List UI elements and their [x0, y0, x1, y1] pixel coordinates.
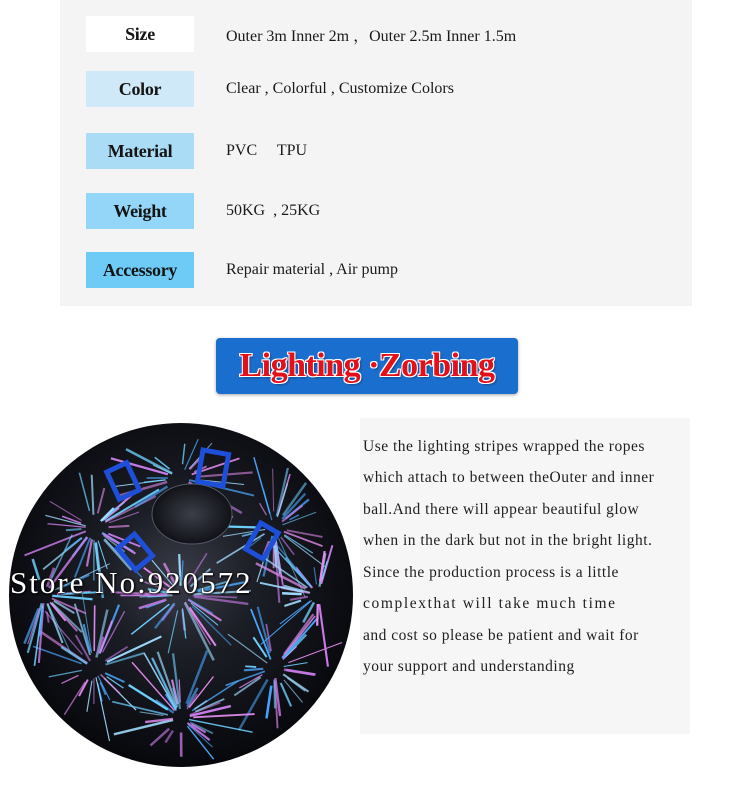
light-ray [66, 529, 82, 530]
spec-label-accessory: Accessory [86, 252, 194, 288]
spec-label-material: Material [86, 133, 194, 169]
description-line: Since the production process is a little [363, 564, 619, 581]
store-watermark: Store No:920572 [10, 565, 253, 600]
spec-row-weight [60, 193, 692, 233]
description-line: which attach to between theOuter and inner [363, 469, 655, 486]
spec-value-size: Outer 3m Inner 2m ，Outer 2.5m Inner 1.5m [226, 27, 517, 45]
spec-row-color [60, 71, 692, 111]
light-ray [317, 604, 318, 626]
lighting-zorbing-banner [216, 338, 518, 394]
spec-label-color: Color [86, 71, 194, 107]
spec-row-size [60, 16, 692, 56]
spec-label-size: Size [86, 16, 194, 52]
spec-value-weight: 50KG , 25KG [226, 202, 321, 219]
spec-value-accessory: Repair material , Air pump [226, 261, 398, 278]
description-line: when in the dark but not in the bright light. [363, 532, 653, 549]
light-ray [245, 666, 256, 667]
light-ray [244, 669, 263, 670]
light-ray [94, 605, 95, 651]
description-panel [360, 418, 690, 734]
description-line: ball.And there will appear beautiful glow [363, 501, 640, 518]
spec-value-material: PVC TPU [226, 142, 308, 159]
spec-label-weight: Weight [86, 193, 194, 229]
description-line: your support and understanding [363, 658, 575, 675]
description-line: Use the lighting stripes wrapped the ropes [363, 438, 645, 455]
ball-entrance [152, 484, 232, 544]
spec-row-accessory [60, 252, 692, 292]
light-ray [109, 526, 130, 527]
spec-row-material [60, 133, 692, 173]
description-line: complexthat will take much time [363, 595, 617, 612]
banner-title: Lighting ·Zorbing [239, 347, 495, 384]
spec-value-color: Clear , Colorful , Customize Colors [226, 80, 454, 97]
description-line: and cost so please be patient and wait for [363, 627, 639, 644]
spec-table [60, 0, 692, 306]
